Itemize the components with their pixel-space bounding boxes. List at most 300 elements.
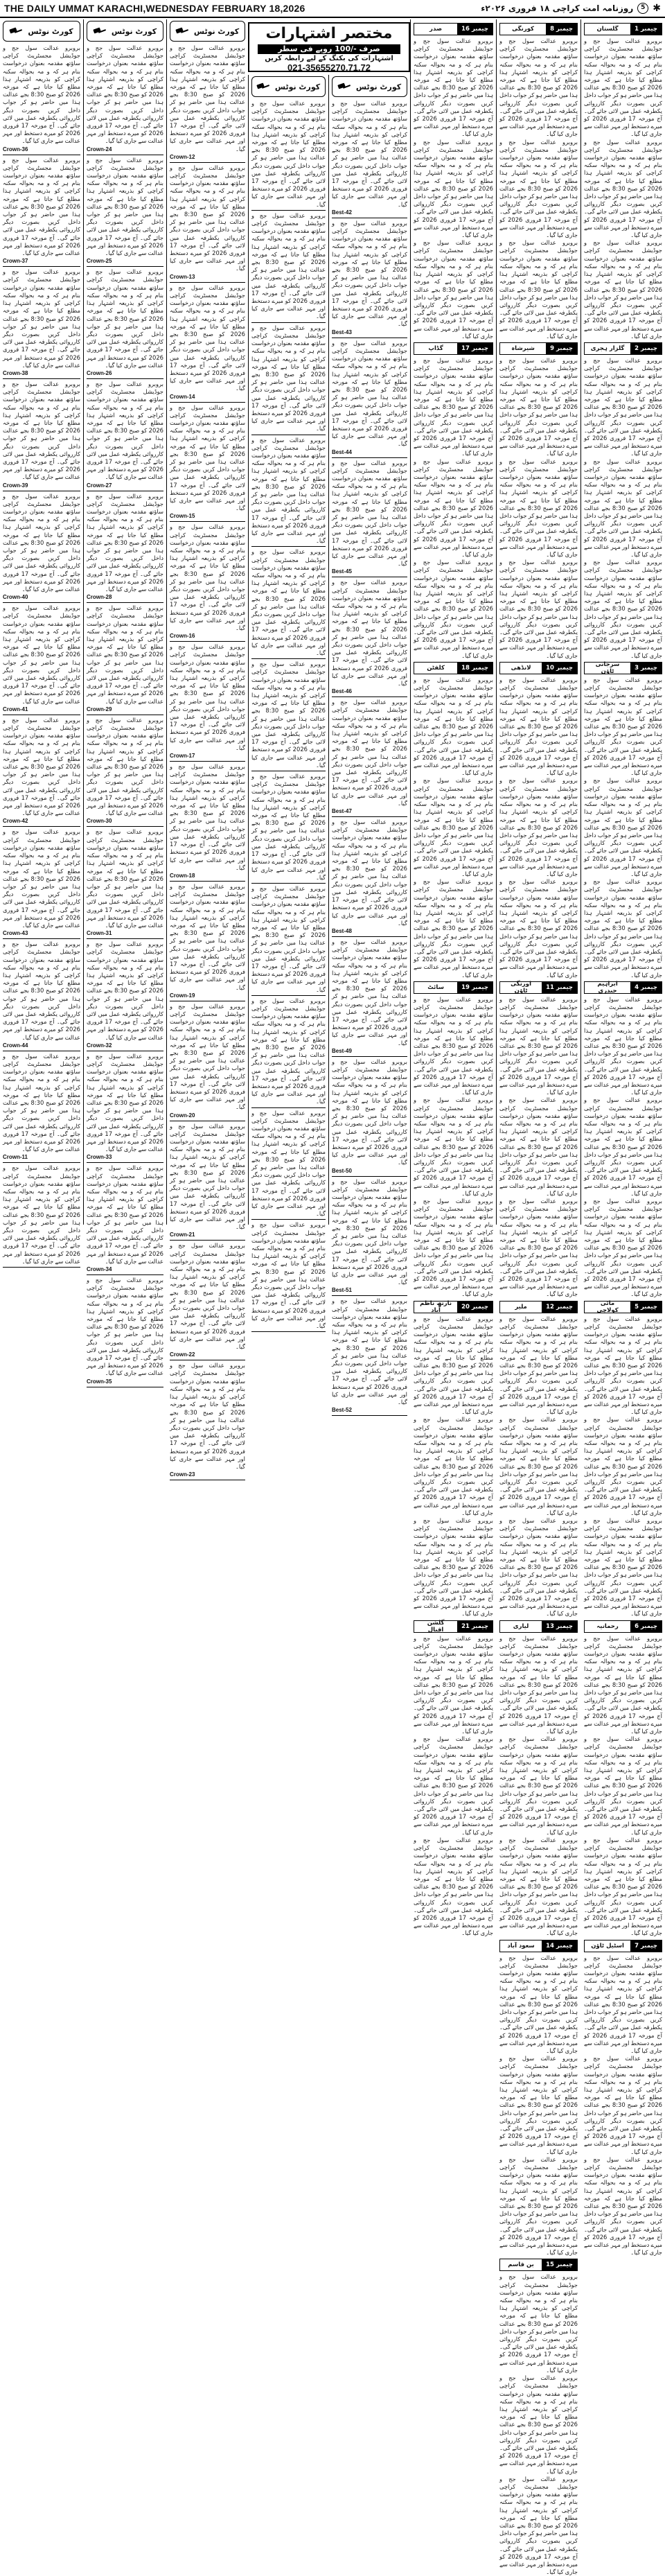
notice-divider [87,1162,163,1163]
notice-divider [3,266,80,267]
agency-code: Crown-29 [87,706,112,712]
chamber-heading [414,1620,493,1633]
court-notice-text: بروبرو عدالت سول جج و جوڈیشل مجسٹریٹ کراچی ساؤتھ مقدمہ بعنوان درخواست بنام ہر کہ و مہ بحوالہ سکنہ کراچی کو بذریعہ اشتہار ہذا مطلع کیا جاتا ہے کہ مورخہ 2026 کو صبح 8:30 بجے عدالت ہذا میں حاضر ہو کر جواب داخل کریں بصورت دیگر کارروائی یکطرفہ عمل میں لائی جائے گی۔ آج مورخہ 17 فروری 2026 کو میرے دستخط اور مہر عدالت سے جاری کیا گیا۔ [332,1058,407,1166]
court-notice-text: بروبرو عدالت سول جج و جوڈیشل مجسٹریٹ کراچی ساؤتھ مقدمہ بعنوان درخواست بنام ہر کہ و مہ بحوالہ سکنہ کراچی کو بذریعہ اشتہار ہذا مطلع کیا جاتا ہے کہ مورخہ 2026 کو صبح 8:30 بجے عدالت ہذا میں حاضر ہو کر جواب داخل کریں بصورت دیگر کارروائی یکطرفہ عمل میں لائی جائے گی۔ آج مورخہ 17 فروری 2026 کو میرے دستخط اور مہر عدالت سے جاری کیا گیا۔ [170,1242,245,1351]
court-notice-text: بروبرو عدالت سول جج و جوڈیشل مجسٹریٹ کراچی ساؤتھ مقدمہ بعنوان درخواست بنام ہر کہ و مہ بحوالہ سکنہ کراچی کو بذریعہ اشتہار ہذا مطلع کیا جاتا ہے کہ مورخہ 2026 کو صبح 8:30 بجے عدالت ہذا میں حاضر ہو کر جواب داخل کریں بصورت دیگر کارروائی یکطرفہ عمل میں لائی جائے گی۔ آج مورخہ 17 فروری 2026 کو میرے دستخط اور مہر عدالت سے جاری کیا گیا۔ [251,773,326,881]
court-notice-text: بروبرو عدالت سول جج و جوڈیشل مجسٹریٹ کراچی ساؤتھ مقدمہ بعنوان درخواست بنام ہر کہ و مہ بحوالہ سکنہ کراچی کو بذریعہ اشتہار ہذا مطلع کیا جاتا ہے کہ مورخہ 2026 کو صبح 8:30 بجے عدالت ہذا میں حاضر ہو کر جواب داخل کریں بصورت دیگر کارروائی یکطرفہ عمل میں لائی جائے گی۔ آج مورخہ 17 فروری 2026 کو میرے دستخط اور مہر عدالت سے جاری کیا گیا۔ [251,436,326,545]
court-notice-text: بروبرو عدالت سول جج و جوڈیشل مجسٹریٹ کراچی ساؤتھ مقدمہ بعنوان درخواست بنام ہر کہ و مہ بحوالہ سکنہ کراچی کو بذریعہ اشتہار ہذا مطلع کیا جاتا ہے کہ مورخہ 2026 کو صبح 8:30 بجے عدالت ہذا میں حاضر ہو کر جواب داخل کریں بصورت دیگر کارروائی یکطرفہ عمل میں لائی جائے گی۔ آج مورخہ 17 فروری 2026 کو میرے دستخط اور مہر عدالت سے جاری کیا گیا۔ [3,716,80,817]
chamber-name: ابراہیم حیدری [597,981,618,995]
notice-divider [251,1107,326,1108]
agency-code: Crown-26 [87,369,112,376]
chamber-number: چیمبر 13 [542,1621,577,1632]
chamber-text: بروبرو عدالت سول جج و جوڈیشل مجسٹریٹ کراچی ساؤتھ مقدمہ بعنوان درخواست بنام ہر کہ و مہ بحوالہ سکنہ کراچی کو بذریعہ اشتہار ہذا مطلع کیا جاتا ہے کہ مورخہ 2026 کو صبح 8:30 بجے عدالت ہذا میں حاضر ہو کر جواب داخل کریں بصورت دیگر کارروائی یکطرفہ عمل میں لائی جائے گی۔ آج مورخہ 17 فروری 2026 کو میرے دستخط اور مہر عدالت سے جاری کیا گیا۔ [584,37,662,138]
chamber-text: بروبرو عدالت سول جج و جوڈیشل مجسٹریٹ کراچی ساؤتھ مقدمہ بعنوان درخواست بنام ہر کہ و مہ بحوالہ سکنہ کراچی کو بذریعہ اشتہار ہذا مطلع کیا جاتا ہے کہ مورخہ 2026 کو صبح 8:30 بجے عدالت ہذا میں حاضر ہو کر جواب داخل کریں بصورت دیگر کارروائی یکطرفہ عمل میں لائی جائے گی۔ آج مورخہ 17 فروری 2026 کو میرے دستخط اور مہر عدالت سے جاری کیا گیا۔ [414,138,493,239]
court-notice-heading [251,76,326,97]
court-notice-text: بروبرو عدالت سول جج و جوڈیشل مجسٹریٹ کراچی ساؤتھ مقدمہ بعنوان درخواست بنام ہر کہ و مہ بحوالہ سکنہ کراچی کو بذریعہ اشتہار ہذا مطلع کیا جاتا ہے کہ مورخہ 2026 کو صبح 8:30 بجے عدالت ہذا میں حاضر ہو کر جواب داخل کریں بصورت دیگر کارروائی یکطرفہ عمل میں لائی جائے گی۔ آج مورخہ 17 فروری 2026 کو میرے دستخط اور مہر عدالت سے جاری کیا گیا۔ [170,523,245,632]
notice-divider [170,641,245,642]
chamber-heading [584,1301,662,1313]
chamber-name: ملیر [515,1303,527,1311]
chamber-text: بروبرو عدالت سول جج و جوڈیشل مجسٹریٹ کراچی ساؤتھ مقدمہ بعنوان درخواست بنام ہر کہ و مہ بحوالہ سکنہ کراچی کو بذریعہ اشتہار ہذا مطلع کیا جاتا ہے کہ مورخہ 2026 کو صبح 8:30 بجے عدالت ہذا میں حاضر ہو کر جواب داخل کریں بصورت دیگر کارروائی یکطرفہ عمل میں لائی جائے گی۔ آج مورخہ 17 فروری 2026 کو میرے دستخط اور مہر عدالت سے جاری کیا گیا۔ [499,356,578,457]
chamber-number: چیمبر 8 [546,24,577,35]
court-notice-heading [170,21,245,42]
gavel-icon [257,82,269,91]
ad-rate: صرف -/100 روپے فی سطر [258,44,400,54]
chamber-heading [414,342,493,355]
notice-divider [332,1176,407,1177]
court-notice-text: بروبرو عدالت سول جج و جوڈیشل مجسٹریٹ کراچی ساؤتھ مقدمہ بعنوان درخواست بنام ہر کہ و مہ بحوالہ سکنہ کراچی کو بذریعہ اشتہار ہذا مطلع کیا جاتا ہے کہ مورخہ 2026 کو صبح 8:30 بجے عدالت ہذا میں حاضر ہو کر جواب داخل کریں بصورت دیگر کارروائی یکطرفہ عمل میں لائی جائے گی۔ آج مورخہ 17 فروری 2026 کو میرے دستخط اور مہر عدالت سے جاری کیا گیا۔ [3,380,80,481]
chamber-text: بروبرو عدالت سول جج و جوڈیشل مجسٹریٹ کراچی ساؤتھ مقدمہ بعنوان درخواست بنام ہر کہ و مہ بحوالہ سکنہ کراچی کو بذریعہ اشتہار ہذا مطلع کیا جاتا ہے کہ مورخہ 2026 کو صبح 8:30 بجے عدالت ہذا میں حاضر ہو کر جواب داخل کریں بصورت دیگر کارروائی یکطرفہ عمل میں لائی جائے گی۔ آج مورخہ 17 فروری 2026 کو میرے دستخط اور مہر عدالت سے جاری کیا گیا۔ [499,138,578,239]
chamber-text: بروبرو عدالت سول جج و جوڈیشل مجسٹریٹ کراچی ساؤتھ مقدمہ بعنوان درخواست بنام ہر کہ و مہ بحوالہ سکنہ کراچی کو بذریعہ اشتہار ہذا مطلع کیا جاتا ہے کہ مورخہ 2026 کو صبح 8:30 بجے عدالت ہذا میں حاضر ہو کر جواب داخل کریں بصورت دیگر کارروائی یکطرفہ عمل میں لائی جائے گی۔ آج مورخہ 17 فروری 2026 کو میرے دستخط اور مہر عدالت سے جاری کیا گیا۔ [414,356,493,457]
notice-divider [251,210,326,211]
court-notice-text: بروبرو عدالت سول جج و جوڈیشل مجسٹریٹ کراچی ساؤتھ مقدمہ بعنوان درخواست بنام ہر کہ و مہ بحوالہ سکنہ کراچی کو بذریعہ اشتہار ہذا مطلع کیا جاتا ہے کہ مورخہ 2026 کو صبح 8:30 بجے عدالت ہذا میں حاضر ہو کر جواب داخل کریں بصورت دیگر کارروائی یکطرفہ عمل میں لائی جائے گی۔ آج مورخہ 17 فروری 2026 کو میرے دستخط اور مہر عدالت سے جاری کیا گیا۔ [332,1177,407,1286]
chamber-text: بروبرو عدالت سول جج و جوڈیشل مجسٹریٹ کراچی ساؤتھ مقدمہ بعنوان درخواست بنام ہر کہ و مہ بحوالہ سکنہ کراچی کو بذریعہ اشتہار ہذا مطلع کیا جاتا ہے کہ مورخہ 2026 کو صبح 8:30 بجے عدالت ہذا میں حاضر ہو کر جواب داخل کریں بصورت دیگر کارروائی یکطرفہ عمل میں لائی جائے گی۔ آج مورخہ 17 فروری 2026 کو میرے دستخط اور مہر عدالت سے جاری کیا گیا۔ [499,1096,578,1197]
chamber-number: چیمبر 19 [457,982,493,993]
agency-code: Crown-15 [170,513,195,520]
chamber-number: چیمبر 11 [542,982,577,993]
court-notice-text: بروبرو عدالت سول جج و جوڈیشل مجسٹریٹ کراچی ساؤتھ مقدمہ بعنوان درخواست بنام ہر کہ و مہ بحوالہ سکنہ کراچی کو بذریعہ اشتہار ہذا مطلع کیا جاتا ہے کہ مورخہ 2026 کو صبح 8:30 بجے عدالت ہذا میں حاضر ہو کر جواب داخل کریں بصورت دیگر کارروائی یکطرفہ عمل میں لائی جائے گی۔ آج مورخہ 17 فروری 2026 کو میرے دستخط اور مہر عدالت سے جاری کیا گیا۔ [170,1122,245,1231]
chamber-text: بروبرو عدالت سول جج و جوڈیشل مجسٹریٹ کراچی ساؤتھ مقدمہ بعنوان درخواست بنام ہر کہ و مہ بحوالہ سکنہ کراچی کو بذریعہ اشتہار ہذا مطلع کیا جاتا ہے کہ مورخہ 2026 کو صبح 8:30 بجے عدالت ہذا میں حاضر ہو کر جواب داخل کریں بصورت دیگر کارروائی یکطرفہ عمل میں لائی جائے گی۔ آج مورخہ 17 فروری 2026 کو میرے دستخط اور مہر عدالت سے جاری کیا گیا۔ [499,239,578,340]
court-notice-text: بروبرو عدالت سول جج و جوڈیشل مجسٹریٹ کراچی ساؤتھ مقدمہ بعنوان درخواست بنام ہر کہ و مہ بحوالہ سکنہ کراچی کو بذریعہ اشتہار ہذا مطلع کیا جاتا ہے کہ مورخہ 2026 کو صبح 8:30 بجے عدالت ہذا میں حاضر ہو کر جواب داخل کریں بصورت دیگر کارروائی یکطرفہ عمل میں لائی جائے گی۔ آج مورخہ 17 فروری 2026 کو میرے دستخط اور مہر عدالت سے جاری کیا گیا۔ [170,164,245,272]
gavel-icon [338,82,351,91]
court-notice-text: بروبرو عدالت سول جج و جوڈیشل مجسٹریٹ کراچی ساؤتھ مقدمہ بعنوان درخواست بنام ہر کہ و مہ بحوالہ سکنہ کراچی کو بذریعہ اشتہار ہذا مطلع کیا جاتا ہے کہ مورخہ 2026 کو صبح 8:30 بجے عدالت ہذا میں حاضر ہو کر جواب داخل کریں بصورت دیگر کارروائی یکطرفہ عمل میں لائی جائے گی۔ آج مورخہ 17 فروری 2026 کو میرے دستخط اور مہر عدالت سے جاری کیا گیا۔ [170,44,245,152]
chamber-name: رحمانیہ [596,1623,619,1631]
agency-code: Best-52 [332,1407,352,1414]
chamber-heading [499,981,578,994]
notice-divider [251,883,326,884]
agency-code: Crown-27 [87,482,112,489]
agency-code: Best-47 [332,808,352,815]
chamber-text: بروبرو عدالت سول جج و جوڈیشل مجسٹریٹ کراچی ساؤتھ مقدمہ بعنوان درخواست بنام ہر کہ و مہ بحوالہ سکنہ کراچی کو بذریعہ اشتہار ہذا مطلع کیا جاتا ہے کہ مورخہ 2026 کو صبح 8:30 بجے عدالت ہذا میں حاضر ہو کر جواب داخل کریں بصورت دیگر کارروائی یکطرفہ عمل میں لائی جائے گی۔ آج مورخہ 17 فروری 2026 کو میرے دستخط اور مہر عدالت سے جاری کیا گیا۔ [414,777,493,877]
agency-code: Crown-19 [170,992,195,999]
chamber-name: اورنگی ٹاؤن [511,980,531,995]
urdu-dateline [481,3,661,14]
chamber-text: بروبرو عدالت سول جج و جوڈیشل مجسٹریٹ کراچی ساؤتھ مقدمہ بعنوان درخواست بنام ہر کہ و مہ بحوالہ سکنہ کراچی کو بذریعہ اشتہار ہذا مطلع کیا جاتا ہے کہ مورخہ 2026 کو صبح 8:30 بجے عدالت ہذا میں حاضر ہو کر جواب داخل کریں بصورت دیگر کارروائی یکطرفہ عمل میں لائی جائے گی۔ آج مورخہ 17 فروری 2026 کو میرے دستخط اور مہر عدالت سے جاری کیا گیا۔ [499,37,578,138]
chamber-name: شیرشاہ [511,345,535,353]
court-notice-text: بروبرو عدالت سول جج و جوڈیشل مجسٹریٹ کراچی ساؤتھ مقدمہ بعنوان درخواست بنام ہر کہ و مہ بحوالہ سکنہ کراچی کو بذریعہ اشتہار ہذا مطلع کیا جاتا ہے کہ مورخہ 2026 کو صبح 8:30 بجے عدالت ہذا میں حاضر ہو کر جواب داخل کریں بصورت دیگر کارروائی یکطرفہ عمل میں لائی جائے گی۔ آج مورخہ 17 فروری 2026 کو میرے دستخط اور مہر عدالت سے جاری کیا گیا۔ [3,1164,80,1265]
court-notice-text: بروبرو عدالت سول جج و جوڈیشل مجسٹریٹ کراچی ساؤتھ مقدمہ بعنوان درخواست بنام ہر کہ و مہ بحوالہ سکنہ کراچی کو بذریعہ اشتہار ہذا مطلع کیا جاتا ہے کہ مورخہ 2026 کو صبح 8:30 بجے عدالت ہذا میں حاضر ہو کر جواب داخل کریں بصورت دیگر کارروائی یکطرفہ عمل میں لائی جائے گی۔ آج مورخہ 17 فروری 2026 کو میرے دستخط اور مہر عدالت سے جاری کیا گیا۔ [87,1164,163,1265]
agency-code: Crown-35 [87,1378,112,1385]
notice-divider [251,995,326,996]
chamber-heading [499,1940,578,1952]
court-notice-text: بروبرو عدالت سول جج و جوڈیشل مجسٹریٹ کراچی ساؤتھ مقدمہ بعنوان درخواست بنام ہر کہ و مہ بحوالہ سکنہ کراچی کو بذریعہ اشتہار ہذا مطلع کیا جاتا ہے کہ مورخہ 2026 کو صبح 8:30 بجے عدالت ہذا میں حاضر ہو کر جواب داخل کریں بصورت دیگر کارروائی یکطرفہ عمل میں لائی جائے گی۔ آج مورخہ 17 فروری 2026 کو میرے دستخط اور مہر عدالت سے جاری کیا گیا۔ [3,828,80,929]
agency-code: Best-50 [332,1167,352,1174]
court-notice-text: بروبرو عدالت سول جج و جوڈیشل مجسٹریٹ کراچی ساؤتھ مقدمہ بعنوان درخواست بنام ہر کہ و مہ بحوالہ سکنہ کراچی کو بذریعہ اشتہار ہذا مطلع کیا جاتا ہے کہ مورخہ 2026 کو صبح 8:30 بجے عدالت ہذا میں حاضر ہو کر جواب داخل کریں بصورت دیگر کارروائی یکطرفہ عمل میں لائی جائے گی۔ آج مورخہ 17 فروری 2026 کو میرے دستخط اور مہر عدالت سے جاری کیا گیا۔ [3,268,80,369]
chamber-number: چیمبر 15 [542,2259,577,2270]
chamber-text: بروبرو عدالت سول جج و جوڈیشل مجسٹریٹ کراچی ساؤتھ مقدمہ بعنوان درخواست بنام ہر کہ و مہ بحوالہ سکنہ کراچی کو بذریعہ اشتہار ہذا مطلع کیا جاتا ہے کہ مورخہ 2026 کو صبح 8:30 بجے عدالت ہذا میں حاضر ہو کر جواب داخل کریں بصورت دیگر کارروائی یکطرفہ عمل میں لائی جائے گی۔ آج مورخہ 17 فروری 2026 کو میرے دستخط اور مہر عدالت سے جاری کیا گیا۔ [499,1735,578,1836]
chamber-text: بروبرو عدالت سول جج و جوڈیشل مجسٹریٹ کراچی ساؤتھ مقدمہ بعنوان درخواست بنام ہر کہ و مہ بحوالہ سکنہ کراچی کو بذریعہ اشتہار ہذا مطلع کیا جاتا ہے کہ مورخہ 2026 کو صبح 8:30 بجے عدالت ہذا میں حاضر ہو کر جواب داخل کریں بصورت دیگر کارروائی یکطرفہ عمل میں لائی جائے گی۔ آج مورخہ 17 فروری 2026 کو میرے دستخط اور مہر عدالت سے جاری کیا گیا۔ [584,1315,662,1416]
court-notice-text: بروبرو عدالت سول جج و جوڈیشل مجسٹریٹ کراچی ساؤتھ مقدمہ بعنوان درخواست بنام ہر کہ و مہ بحوالہ سکنہ کراچی کو بذریعہ اشتہار ہذا مطلع کیا جاتا ہے کہ مورخہ 2026 کو صبح 8:30 بجے عدالت ہذا میں حاضر ہو کر جواب داخل کریں بصورت دیگر کارروائی یکطرفہ عمل میں لائی جائے گی۔ آج مورخہ 17 فروری 2026 کو میرے دستخط اور مہر عدالت سے جاری کیا گیا۔ [170,403,245,512]
newspaper-column [83,19,166,1385]
chamber-number: چیمبر 6 [630,1621,662,1632]
agency-code: Crown-14 [170,393,195,400]
chamber-text: بروبرو عدالت سول جج و جوڈیشل مجسٹریٹ کراچی ساؤتھ مقدمہ بعنوان درخواست بنام ہر کہ و مہ بحوالہ سکنہ کراچی کو بذریعہ اشتہار ہذا مطلع کیا جاتا ہے کہ مورخہ 2026 کو صبح 8:30 بجے عدالت ہذا میں حاضر ہو کر جواب داخل کریں بصورت دیگر کارروائی یکطرفہ عمل میں لائی جائے گی۔ آج مورخہ 17 فروری 2026 کو میرے دستخط اور مہر عدالت سے جاری کیا گیا۔ [584,1735,662,1836]
newspaper-column [496,19,580,2576]
chamber-text: بروبرو عدالت سول جج و جوڈیشل مجسٹریٹ کراچی ساؤتھ مقدمہ بعنوان درخواست بنام ہر کہ و مہ بحوالہ سکنہ کراچی کو بذریعہ اشتہار ہذا مطلع کیا جاتا ہے کہ مورخہ 2026 کو صبح 8:30 بجے عدالت ہذا میں حاضر ہو کر جواب داخل کریں بصورت دیگر کارروائی یکطرفہ عمل میں لائی جائے گی۔ آج مورخہ 17 فروری 2026 کو میرے دستخط اور مہر عدالت سے جاری کیا گیا۔ [499,2374,578,2475]
court-notice-text: بروبرو عدالت سول جج و جوڈیشل مجسٹریٹ کراچی ساؤتھ مقدمہ بعنوان درخواست بنام ہر کہ و مہ بحوالہ سکنہ کراچی کو بذریعہ اشتہار ہذا مطلع کیا جاتا ہے کہ مورخہ 2026 کو صبح 8:30 بجے عدالت ہذا میں حاضر ہو کر جواب داخل کریں بصورت دیگر کارروائی یکطرفہ عمل میں لائی جائے گی۔ آج مورخہ 17 فروری 2026 کو میرے دستخط اور مہر عدالت سے جاری کیا گیا۔ [332,100,407,208]
chamber-number: چیمبر 17 [457,343,493,354]
chamber-heading [414,23,493,35]
notice-divider [170,521,245,522]
chamber-number: چیمبر 21 [457,1621,493,1632]
agency-code: Crown-11 [3,1154,28,1161]
newspaper-column [328,75,410,1414]
chamber-text: بروبرو عدالت سول جج و جوڈیشل مجسٹریٹ کراچی ساؤتھ مقدمہ بعنوان درخواست بنام ہر کہ و مہ بحوالہ سکنہ کراچی کو بذریعہ اشتہار ہذا مطلع کیا جاتا ہے کہ مورخہ 2026 کو صبح 8:30 بجے عدالت ہذا میں حاضر ہو کر جواب داخل کریں بصورت دیگر کارروائی یکطرفہ عمل میں لائی جائے گی۔ آج مورخہ 17 فروری 2026 کو میرے دستخط اور مہر عدالت سے جاری کیا گیا۔ [584,1516,662,1618]
chamber-text: بروبرو عدالت سول جج و جوڈیشل مجسٹریٹ کراچی ساؤتھ مقدمہ بعنوان درخواست بنام ہر کہ و مہ بحوالہ سکنہ کراچی کو بذریعہ اشتہار ہذا مطلع کیا جاتا ہے کہ مورخہ 2026 کو صبح 8:30 بجے عدالت ہذا میں حاضر ہو کر جواب داخل کریں بصورت دیگر کارروائی یکطرفہ عمل میں لائی جائے گی۔ آج مورخہ 17 فروری 2026 کو میرے دستخط اور مہر عدالت سے جاری کیا گیا۔ [414,239,493,340]
chamber-text: بروبرو عدالت سول جج و جوڈیشل مجسٹریٹ کراچی ساؤتھ مقدمہ بعنوان درخواست بنام ہر کہ و مہ بحوالہ سکنہ کراچی کو بذریعہ اشتہار ہذا مطلع کیا جاتا ہے کہ مورخہ 2026 کو صبح 8:30 بجے عدالت ہذا میں حاضر ہو کر جواب داخل کریں بصورت دیگر کارروائی یکطرفہ عمل میں لائی جائے گی۔ آج مورخہ 17 فروری 2026 کو میرے دستخط اور مہر عدالت سے جاری کیا گیا۔ [414,1198,493,1298]
newspaper-column [0,19,83,1265]
court-notice-text: بروبرو عدالت سول جج و جوڈیشل مجسٹریٹ کراچی ساؤتھ مقدمہ بعنوان درخواست بنام ہر کہ و مہ بحوالہ سکنہ کراچی کو بذریعہ اشتہار ہذا مطلع کیا جاتا ہے کہ مورخہ 2026 کو صبح 8:30 بجے عدالت ہذا میں حاضر ہو کر جواب داخل کریں بصورت دیگر کارروائی یکطرفہ عمل میں لائی جائے گی۔ آج مورخہ 17 فروری 2026 کو میرے دستخط اور مہر عدالت سے جاری کیا گیا۔ [332,818,407,927]
chamber-text: بروبرو عدالت سول جج و جوڈیشل مجسٹریٹ کراچی ساؤتھ مقدمہ بعنوان درخواست بنام ہر کہ و مہ بحوالہ سکنہ کراچی کو بذریعہ اشتہار ہذا مطلع کیا جاتا ہے کہ مورخہ 2026 کو صبح 8:30 بجے عدالت ہذا میں حاضر ہو کر جواب داخل کریں بصورت دیگر کارروائی یکطرفہ عمل میں لائی جائے گی۔ آج مورخہ 17 فروری 2026 کو میرے دستخط اور مہر عدالت سے جاری کیا گیا۔ [499,878,578,979]
court-notice-text: بروبرو عدالت سول جج و جوڈیشل مجسٹریٹ کراچی ساؤتھ مقدمہ بعنوان درخواست بنام ہر کہ و مہ بحوالہ سکنہ کراچی کو بذریعہ اشتہار ہذا مطلع کیا جاتا ہے کہ مورخہ 2026 کو صبح 8:30 بجے عدالت ہذا میں حاضر ہو کر جواب داخل کریں بصورت دیگر کارروائی یکطرفہ عمل میں لائی جائے گی۔ آج مورخہ 17 فروری 2026 کو میرے دستخط اور مہر عدالت سے جاری کیا گیا۔ [87,156,163,257]
chamber-text: بروبرو عدالت سول جج و جوڈیشل مجسٹریٹ کراچی ساؤتھ مقدمہ بعنوان درخواست بنام ہر کہ و مہ بحوالہ سکنہ کراچی کو بذریعہ اشتہار ہذا مطلع کیا جاتا ہے کہ مورخہ 2026 کو صبح 8:30 بجے عدالت ہذا میں حاضر ہو کر جواب داخل کریں بصورت دیگر کارروائی یکطرفہ عمل میں لائی جائے گی۔ آج مورخہ 17 فروری 2026 کو میرے دستخط اور مہر عدالت سے جاری کیا گیا۔ [584,1096,662,1197]
agency-code: Crown-39 [3,482,28,489]
court-notice-heading [87,21,163,42]
court-notice-text: بروبرو عدالت سول جج و جوڈیشل مجسٹریٹ کراچی ساؤتھ مقدمہ بعنوان درخواست بنام ہر کہ و مہ بحوالہ سکنہ کراچی کو بذریعہ اشتہار ہذا مطلع کیا جاتا ہے کہ مورخہ 2026 کو صبح 8:30 بجے عدالت ہذا میں حاضر ہو کر جواب داخل کریں بصورت دیگر کارروائی یکطرفہ عمل میں لائی جائے گی۔ آج مورخہ 17 فروری 2026 کو میرے دستخط اور مہر عدالت سے جاری کیا گیا۔ [87,828,163,929]
notice-divider [170,761,245,762]
chamber-text: بروبرو عدالت سول جج و جوڈیشل مجسٹریٹ کراچی ساؤتھ مقدمہ بعنوان درخواست بنام ہر کہ و مہ بحوالہ سکنہ کراچی کو بذریعہ اشتہار ہذا مطلع کیا جاتا ہے کہ مورخہ 2026 کو صبح 8:30 بجے عدالت ہذا میں حاضر ہو کر جواب داخل کریں بصورت دیگر کارروائی یکطرفہ عمل میں لائی جائے گی۔ آج مورخہ 17 فروری 2026 کو میرے دستخط اور مہر عدالت سے جاری کیا گیا۔ [584,878,662,979]
chamber-name: کلفٹن [427,664,445,672]
chamber-heading [499,2259,578,2271]
chamber-name: گلزار ہجری [590,345,625,353]
chamber-number: چیمبر 16 [457,24,493,35]
gavel-icon [10,27,22,35]
agency-code: Best-45 [332,568,352,575]
agency-code: Crown-36 [3,146,28,152]
newspaper-column [410,19,496,1937]
chamber-text: بروبرو عدالت سول جج و جوڈیشل مجسٹریٹ کراچی ساؤتھ مقدمہ بعنوان درخواست بنام ہر کہ و مہ بحوالہ سکنہ کراچی کو بذریعہ اشتہار ہذا مطلع کیا جاتا ہے کہ مورخہ 2026 کو صبح 8:30 بجے عدالت ہذا میں حاضر ہو کر جواب داخل کریں بصورت دیگر کارروائی یکطرفہ عمل میں لائی جائے گی۔ آج مورخہ 17 فروری 2026 کو میرے دستخط اور مہر عدالت سے جاری کیا گیا۔ [584,559,662,659]
agency-code: Crown-22 [170,1351,195,1358]
chamber-text: بروبرو عدالت سول جج و جوڈیشل مجسٹریٹ کراچی ساؤتھ مقدمہ بعنوان درخواست بنام ہر کہ و مہ بحوالہ سکنہ کراچی کو بذریعہ اشتہار ہذا مطلع کیا جاتا ہے کہ مورخہ 2026 کو صبح 8:30 بجے عدالت ہذا میں حاضر ہو کر جواب داخل کریں بصورت دیگر کارروائی یکطرفہ عمل میں لائی جائے گی۔ آج مورخہ 17 فروری 2026 کو میرے دستخط اور مہر عدالت سے جاری کیا گیا۔ [499,1198,578,1298]
court-notice-heading [332,76,407,97]
chamber-text: بروبرو عدالت سول جج و جوڈیشل مجسٹریٹ کراچی ساؤتھ مقدمہ بعنوان درخواست بنام ہر کہ و مہ بحوالہ سکنہ کراچی کو بذریعہ اشتہار ہذا مطلع کیا جاتا ہے کہ مورخہ 2026 کو صبح 8:30 بجے عدالت ہذا میں حاضر ہو کر جواب داخل کریں بصورت دیگر کارروائی یکطرفہ عمل میں لائی جائے گی۔ آج مورخہ 17 فروری 2026 کو میرے دستخط اور مہر عدالت سے جاری کیا گیا۔ [414,1315,493,1416]
chamber-heading [499,662,578,674]
agency-code: Crown-17 [170,753,195,760]
agency-code: Crown-13 [170,273,195,280]
court-notice-text: بروبرو عدالت سول جج و جوڈیشل مجسٹریٹ کراچی ساؤتھ مقدمہ بعنوان درخواست بنام ہر کہ و مہ بحوالہ سکنہ کراچی کو بذریعہ اشتہار ہذا مطلع کیا جاتا ہے کہ مورخہ 2026 کو صبح 8:30 بجے عدالت ہذا میں حاضر ہو کر جواب داخل کریں بصورت دیگر کارروائی یکطرفہ عمل میں لائی جائے گی۔ آج مورخہ 17 فروری 2026 کو میرے دستخط اور مہر عدالت سے جاری کیا گیا۔ [332,459,407,568]
agency-code: Crown-40 [3,594,28,601]
court-notice-text: بروبرو عدالت سول جج و جوڈیشل مجسٹریٹ کراچی ساؤتھ مقدمہ بعنوان درخواست بنام ہر کہ و مہ بحوالہ سکنہ کراچی کو بذریعہ اشتہار ہذا مطلع کیا جاتا ہے کہ مورخہ 2026 کو صبح 8:30 بجے عدالت ہذا میں حاضر ہو کر جواب داخل کریں بصورت دیگر کارروائی یکطرفہ عمل میں لائی جائے گی۔ آج مورخہ 17 فروری 2026 کو میرے دستخط اور مہر عدالت سے جاری کیا گیا۔ [251,1109,326,1218]
agency-code: Crown-37 [3,258,28,265]
court-notice-text: بروبرو عدالت سول جج و جوڈیشل مجسٹریٹ کراچی ساؤتھ مقدمہ بعنوان درخواست بنام ہر کہ و مہ بحوالہ سکنہ کراچی کو بذریعہ اشتہار ہذا مطلع کیا جاتا ہے کہ مورخہ 2026 کو صبح 8:30 بجے عدالت ہذا میں حاضر ہو کر جواب داخل کریں بصورت دیگر کارروائی یکطرفہ عمل میں لائی جائے گی۔ آج مورخہ 17 فروری 2026 کو میرے دستخط اور مہر عدالت سے جاری کیا گیا۔ [170,1362,245,1470]
agency-code: Crown-25 [87,258,112,265]
chamber-text: بروبرو عدالت سول جج و جوڈیشل مجسٹریٹ کراچی ساؤتھ مقدمہ بعنوان درخواست بنام ہر کہ و مہ بحوالہ سکنہ کراچی کو بذریعہ اشتہار ہذا مطلع کیا جاتا ہے کہ مورخہ 2026 کو صبح 8:30 بجے عدالت ہذا میں حاضر ہو کر جواب داخل کریں بصورت دیگر کارروائی یکطرفہ عمل میں لائی جائے گی۔ آج مورخہ 17 فروری 2026 کو میرے دستخط اور مہر عدالت سے جاری کیا گیا۔ [499,2055,578,2155]
notice-divider [170,282,245,283]
notice-divider [332,936,407,937]
notice-divider [170,162,245,163]
agency-code: Crown-34 [87,1266,112,1273]
chamber-name: صدر [429,26,443,33]
chamber-number: چیمبر 1 [630,24,662,35]
chamber-number: چیمبر 7 [630,1940,662,1952]
masthead-strip [0,0,665,18]
agency-code: Crown-41 [3,706,28,712]
newspaper-column [166,19,248,1478]
court-notice-text: بروبرو عدالت سول جج و جوڈیشل مجسٹریٹ کراچی ساؤتھ مقدمہ بعنوان درخواست بنام ہر کہ و مہ بحوالہ سکنہ کراچی کو بذریعہ اشتہار ہذا مطلع کیا جاتا ہے کہ مورخہ 2026 کو صبح 8:30 بجے عدالت ہذا میں حاضر ہو کر جواب داخل کریں بصورت دیگر کارروائی یکطرفہ عمل میں لائی جائے گی۔ آج مورخہ 17 فروری 2026 کو میرے دستخط اور مہر عدالت سے جاری کیا گیا۔ [170,283,245,392]
chamber-heading [584,981,662,994]
chamber-heading [414,662,493,674]
chamber-name: لانڈھی [511,664,531,672]
court-notice-text: بروبرو عدالت سول جج و جوڈیشل مجسٹریٹ کراچی ساؤتھ مقدمہ بعنوان درخواست بنام ہر کہ و مہ بحوالہ سکنہ کراچی کو بذریعہ اشتہار ہذا مطلع کیا جاتا ہے کہ مورخہ 2026 کو صبح 8:30 بجے عدالت ہذا میں حاضر ہو کر جواب داخل کریں بصورت دیگر کارروائی یکطرفہ عمل میں لائی جائے گی۔ آج مورخہ 17 فروری 2026 کو میرے دستخط اور مہر عدالت سے جاری کیا گیا۔ [251,660,326,769]
chamber-name: نارتھ ناظم آباد [420,1299,452,1314]
court-notice-text: بروبرو عدالت سول جج و جوڈیشل مجسٹریٹ کراچی ساؤتھ مقدمہ بعنوان درخواست بنام ہر کہ و مہ بحوالہ سکنہ کراچی کو بذریعہ اشتہار ہذا مطلع کیا جاتا ہے کہ مورخہ 2026 کو صبح 8:30 بجے عدالت ہذا میں حاضر ہو کر جواب داخل کریں بصورت دیگر کارروائی یکطرفہ عمل میں لائی جائے گی۔ آج مورخہ 17 فروری 2026 کو میرے دستخط اور مہر عدالت سے جاری کیا گیا۔ [170,763,245,871]
notice-divider [170,402,245,403]
chamber-text: بروبرو عدالت سول جج و جوڈیشل مجسٹریٹ کراچی ساؤتھ مقدمہ بعنوان درخواست بنام ہر کہ و مہ بحوالہ سکنہ کراچی کو بذریعہ اشتہار ہذا مطلع کیا جاتا ہے کہ مورخہ 2026 کو صبح 8:30 بجے عدالت ہذا میں حاضر ہو کر جواب داخل کریں بصورت دیگر کارروائی یکطرفہ عمل میں لائی جائے گی۔ آج مورخہ 17 فروری 2026 کو میرے دستخط اور مہر عدالت سے جاری کیا گیا۔ [584,138,662,239]
ad-title: مختصر اشتہارات [265,25,393,42]
court-notice-text: بروبرو عدالت سول جج و جوڈیشل مجسٹریٹ کراچی ساؤتھ مقدمہ بعنوان درخواست بنام ہر کہ و مہ بحوالہ سکنہ کراچی کو بذریعہ اشتہار ہذا مطلع کیا جاتا ہے کہ مورخہ 2026 کو صبح 8:30 بجے عدالت ہذا میں حاضر ہو کر جواب داخل کریں بصورت دیگر کارروائی یکطرفہ عمل میں لائی جائے گی۔ آج مورخہ 17 فروری 2026 کو میرے دستخط اور مہر عدالت سے جاری کیا گیا۔ [87,1277,163,1377]
agency-code: Crown-21 [170,1232,195,1238]
court-notice-text: بروبرو عدالت سول جج و جوڈیشل مجسٹریٹ کراچی ساؤتھ مقدمہ بعنوان درخواست بنام ہر کہ و مہ بحوالہ سکنہ کراچی کو بذریعہ اشتہار ہذا مطلع کیا جاتا ہے کہ مورخہ 2026 کو صبح 8:30 بجے عدالت ہذا میں حاضر ہو کر جواب داخل کریں بصورت دیگر کارروائی یکطرفہ عمل میں لائی جائے گی۔ آج مورخہ 17 فروری 2026 کو میرے دستخط اور مہر عدالت سے جاری کیا گیا۔ [87,380,163,481]
classifieds-page [0,19,665,2576]
chamber-text: بروبرو عدالت سول جج و جوڈیشل مجسٹریٹ کراچی ساؤتھ مقدمہ بعنوان درخواست بنام ہر کہ و مہ بحوالہ سکنہ کراچی کو بذریعہ اشتہار ہذا مطلع کیا جاتا ہے کہ مورخہ 2026 کو صبح 8:30 بجے عدالت ہذا میں حاضر ہو کر جواب داخل کریں بصورت دیگر کارروائی یکطرفہ عمل میں لائی جائے گی۔ آج مورخہ 17 فروری 2026 کو میرے دستخط اور مہر عدالت سے جاری کیا گیا۔ [414,1516,493,1618]
court-notice-label: کورٹ نوٹس [274,82,321,91]
agency-code: Crown-12 [170,153,195,160]
chamber-text: بروبرو عدالت سول جج و جوڈیشل مجسٹریٹ کراچی ساؤتھ مقدمہ بعنوان درخواست بنام ہر کہ و مہ بحوالہ سکنہ کراچی کو بذریعہ اشتہار ہذا مطلع کیا جاتا ہے کہ مورخہ 2026 کو صبح 8:30 بجے عدالت ہذا میں حاضر ہو کر جواب داخل کریں بصورت دیگر کارروائی یکطرفہ عمل میں لائی جائے گی۔ آج مورخہ 17 فروری 2026 کو میرے دستخط اور مہر عدالت سے جاری کیا گیا۔ [584,457,662,558]
chamber-heading [499,23,578,35]
chamber-text: بروبرو عدالت سول جج و جوڈیشل مجسٹریٹ کراچی ساؤتھ مقدمہ بعنوان درخواست بنام ہر کہ و مہ بحوالہ سکنہ کراچی کو بذریعہ اشتہار ہذا مطلع کیا جاتا ہے کہ مورخہ 2026 کو صبح 8:30 بجے عدالت ہذا میں حاضر ہو کر جواب داخل کریں بصورت دیگر کارروائی یکطرفہ عمل میں لائی جائے گی۔ آج مورخہ 17 فروری 2026 کو میرے دستخط اور مہر عدالت سے جاری کیا گیا۔ [584,1836,662,1937]
agency-code: Crown-16 [170,633,195,640]
court-notice-heading [3,21,80,42]
court-notice-text: بروبرو عدالت سول جج و جوڈیشل مجسٹریٹ کراچی ساؤتھ مقدمہ بعنوان درخواست بنام ہر کہ و مہ بحوالہ سکنہ کراچی کو بذریعہ اشتہار ہذا مطلع کیا جاتا ہے کہ مورخہ 2026 کو صبح 8:30 بجے عدالت ہذا میں حاضر ہو کر جواب داخل کریں بصورت دیگر کارروائی یکطرفہ عمل میں لائی جائے گی۔ آج مورخہ 17 فروری 2026 کو میرے دستخط اور مہر عدالت سے جاری کیا گیا۔ [3,44,80,145]
chamber-text: بروبرو عدالت سول جج و جوڈیشل مجسٹریٹ کراچی ساؤتھ مقدمہ بعنوان درخواست بنام ہر کہ و مہ بحوالہ سکنہ کراچی کو بذریعہ اشتہار ہذا مطلع کیا جاتا ہے کہ مورخہ 2026 کو صبح 8:30 بجے عدالت ہذا میں حاضر ہو کر جواب داخل کریں بصورت دیگر کارروائی یکطرفہ عمل میں لائی جائے گی۔ آج مورخہ 17 فروری 2026 کو میرے دستخط اور مہر عدالت سے جاری کیا گیا۔ [499,2155,578,2257]
agency-code: Crown-32 [87,1042,112,1049]
court-notice-text: بروبرو عدالت سول جج و جوڈیشل مجسٹریٹ کراچی ساؤتھ مقدمہ بعنوان درخواست بنام ہر کہ و مہ بحوالہ سکنہ کراچی کو بذریعہ اشتہار ہذا مطلع کیا جاتا ہے کہ مورخہ 2026 کو صبح 8:30 بجے عدالت ہذا میں حاضر ہو کر جواب داخل کریں بصورت دیگر کارروائی یکطرفہ عمل میں لائی جائے گی۔ آج مورخہ 17 فروری 2026 کو میرے دستخط اور مہر عدالت سے جاری کیا گیا۔ [251,997,326,1105]
notice-divider [87,602,163,603]
chamber-number: چیمبر 14 [542,1940,577,1952]
chamber-number: چیمبر 12 [542,1302,577,1313]
court-notice-text: بروبرو عدالت سول جج و جوڈیشل مجسٹریٹ کراچی ساؤتھ مقدمہ بعنوان درخواست بنام ہر کہ و مہ بحوالہ سکنہ کراچی کو بذریعہ اشتہار ہذا مطلع کیا جاتا ہے کہ مورخہ 2026 کو صبح 8:30 بجے عدالت ہذا میں حاضر ہو کر جواب داخل کریں بصورت دیگر کارروائی یکطرفہ عمل میں لائی جائے گی۔ آج مورخہ 17 فروری 2026 کو میرے دستخط اور مہر عدالت سے جاری کیا گیا۔ [3,156,80,257]
court-notice-text: بروبرو عدالت سول جج و جوڈیشل مجسٹریٹ کراچی ساؤتھ مقدمہ بعنوان درخواست بنام ہر کہ و مہ بحوالہ سکنہ کراچی کو بذریعہ اشتہار ہذا مطلع کیا جاتا ہے کہ مورخہ 2026 کو صبح 8:30 بجے عدالت ہذا میں حاضر ہو کر جواب داخل کریں بصورت دیگر کارروائی یکطرفہ عمل میں لائی جائے گی۔ آج مورخہ 17 فروری 2026 کو میرے دستخط اور مہر عدالت سے جاری کیا گیا۔ [3,492,80,593]
chamber-heading [584,1940,662,1952]
court-notice-text: بروبرو عدالت سول جج و جوڈیشل مجسٹریٹ کراچی ساؤتھ مقدمہ بعنوان درخواست بنام ہر کہ و مہ بحوالہ سکنہ کراچی کو بذریعہ اشتہار ہذا مطلع کیا جاتا ہے کہ مورخہ 2026 کو صبح 8:30 بجے عدالت ہذا میں حاضر ہو کر جواب داخل کریں بصورت دیگر کارروائی یکطرفہ عمل میں لائی جائے گی۔ آج مورخہ 17 فروری 2026 کو میرے دستخط اور مہر عدالت سے جاری کیا گیا۔ [251,548,326,657]
newspaper-column [580,19,665,2257]
court-notice-text: بروبرو عدالت سول جج و جوڈیشل مجسٹریٹ کراچی ساؤتھ مقدمہ بعنوان درخواست بنام ہر کہ و مہ بحوالہ سکنہ کراچی کو بذریعہ اشتہار ہذا مطلع کیا جاتا ہے کہ مورخہ 2026 کو صبح 8:30 بجے عدالت ہذا میں حاضر ہو کر جواب داخل کریں بصورت دیگر کارروائی یکطرفہ عمل میں لائی جائے گی۔ آج مورخہ 17 فروری 2026 کو میرے دستخط اور مہر عدالت سے جاری کیا گیا۔ [87,940,163,1041]
court-notice-text: بروبرو عدالت سول جج و جوڈیشل مجسٹریٹ کراچی ساؤتھ مقدمہ بعنوان درخواست بنام ہر کہ و مہ بحوالہ سکنہ کراچی کو بذریعہ اشتہار ہذا مطلع کیا جاتا ہے کہ مورخہ 2026 کو صبح 8:30 بجے عدالت ہذا میں حاضر ہو کر جواب داخل کریں بصورت دیگر کارروائی یکطرفہ عمل میں لائی جائے گی۔ آج مورخہ 17 فروری 2026 کو میرے دستخط اور مہر عدالت سے جاری کیا گیا۔ [87,604,163,705]
english-dateline: THE DAILY UMMAT KARACHI,WEDNESDAY FEBRUARY 18,2026 [4,3,305,14]
court-notice-text: بروبرو عدالت سول جج و جوڈیشل مجسٹریٹ کراچی ساؤتھ مقدمہ بعنوان درخواست بنام ہر کہ و مہ بحوالہ سکنہ کراچی کو بذریعہ اشتہار ہذا مطلع کیا جاتا ہے کہ مورخہ 2026 کو صبح 8:30 بجے عدالت ہذا میں حاضر ہو کر جواب داخل کریں بصورت دیگر کارروائی یکطرفہ عمل میں لائی جائے گی۔ آج مورخہ 17 فروری 2026 کو میرے دستخط اور مہر عدالت سے جاری کیا گیا۔ [251,324,326,432]
chamber-text: بروبرو عدالت سول جج و جوڈیشل مجسٹریٹ کراچی ساؤتھ مقدمہ بعنوان درخواست بنام ہر کہ و مہ بحوالہ سکنہ کراچی کو بذریعہ اشتہار ہذا مطلع کیا جاتا ہے کہ مورخہ 2026 کو صبح 8:30 بجے عدالت ہذا میں حاضر ہو کر جواب داخل کریں بصورت دیگر کارروائی یکطرفہ عمل میں لائی جائے گی۔ آج مورخہ 17 فروری 2026 کو میرے دستخط اور مہر عدالت سے جاری کیا گیا۔ [499,457,578,558]
court-notice-text: بروبرو عدالت سول جج و جوڈیشل مجسٹریٹ کراچی ساؤتھ مقدمہ بعنوان درخواست بنام ہر کہ و مہ بحوالہ سکنہ کراچی کو بذریعہ اشتہار ہذا مطلع کیا جاتا ہے کہ مورخہ 2026 کو صبح 8:30 بجے عدالت ہذا میں حاضر ہو کر جواب داخل کریں بصورت دیگر کارروائی یکطرفہ عمل میں لائی جائے گی۔ آج مورخہ 17 فروری 2026 کو میرے دستخط اور مہر عدالت سے جاری کیا گیا۔ [332,579,407,687]
notice-divider [332,1056,407,1057]
agency-code: Crown-44 [3,1042,28,1049]
court-notice-text: بروبرو عدالت سول جج و جوڈیشل مجسٹریٹ کراچی ساؤتھ مقدمہ بعنوان درخواست بنام ہر کہ و مہ بحوالہ سکنہ کراچی کو بذریعہ اشتہار ہذا مطلع کیا جاتا ہے کہ مورخہ 2026 کو صبح 8:30 بجے عدالت ہذا میں حاضر ہو کر جواب داخل کریں بصورت دیگر کارروائی یکطرفہ عمل میں لائی جائے گی۔ آج مورخہ 17 فروری 2026 کو میرے دستخط اور مہر عدالت سے جاری کیا گیا۔ [251,1221,326,1330]
notice-divider [332,457,407,458]
court-notice-text: بروبرو عدالت سول جج و جوڈیشل مجسٹریٹ کراچی ساؤتھ مقدمہ بعنوان درخواست بنام ہر کہ و مہ بحوالہ سکنہ کراچی کو بذریعہ اشتہار ہذا مطلع کیا جاتا ہے کہ مورخہ 2026 کو صبح 8:30 بجے عدالت ہذا میں حاضر ہو کر جواب داخل کریں بصورت دیگر کارروائی یکطرفہ عمل میں لائی جائے گی۔ آج مورخہ 17 فروری 2026 کو میرے دستخط اور مہر عدالت سے جاری کیا گیا۔ [87,492,163,593]
chamber-name: سائٹ [427,983,444,991]
chamber-text: بروبرو عدالت سول جج و جوڈیشل مجسٹریٹ کراچی ساؤتھ مقدمہ بعنوان درخواست بنام ہر کہ و مہ بحوالہ سکنہ کراچی کو بذریعہ اشتہار ہذا مطلع کیا جاتا ہے کہ مورخہ 2026 کو صبح 8:30 بجے عدالت ہذا میں حاضر ہو کر جواب داخل کریں بصورت دیگر کارروائی یکطرفہ عمل میں لائی جائے گی۔ آج مورخہ 17 فروری 2026 کو میرے دستخط اور مہر عدالت سے جاری کیا گیا۔ [414,676,493,777]
notice-divider [332,1295,407,1296]
agency-code: Crown-24 [87,146,112,152]
chamber-number: چیمبر 18 [457,663,493,674]
chamber-number: چیمبر 20 [457,1302,493,1313]
gavel-icon [176,27,188,35]
chamber-text: بروبرو عدالت سول جج و جوڈیشل مجسٹریٹ کراچی ساؤتھ مقدمہ بعنوان درخواست بنام ہر کہ و مہ بحوالہ سکنہ کراچی کو بذریعہ اشتہار ہذا مطلع کیا جاتا ہے کہ مورخہ 2026 کو صبح 8:30 بجے عدالت ہذا میں حاضر ہو کر جواب داخل کریں بصورت دیگر کارروائی یکطرفہ عمل میں لائی جائے گی۔ آج مورخہ 17 فروری 2026 کو میرے دستخط اور مہر عدالت سے جاری کیا گیا۔ [584,239,662,340]
court-notice-text: بروبرو عدالت سول جج و جوڈیشل مجسٹریٹ کراچی ساؤتھ مقدمہ بعنوان درخواست بنام ہر کہ و مہ بحوالہ سکنہ کراچی کو بذریعہ اشتہار ہذا مطلع کیا جاتا ہے کہ مورخہ 2026 کو صبح 8:30 بجے عدالت ہذا میں حاضر ہو کر جواب داخل کریں بصورت دیگر کارروائی یکطرفہ عمل میں لائی جائے گی۔ آج مورخہ 17 فروری 2026 کو میرے دستخط اور مہر عدالت سے جاری کیا گیا۔ [332,938,407,1046]
agency-code: Best-43 [332,328,352,335]
court-notice-text: بروبرو عدالت سول جج و جوڈیشل مجسٹریٹ کراچی ساؤتھ مقدمہ بعنوان درخواست بنام ہر کہ و مہ بحوالہ سکنہ کراچی کو بذریعہ اشتہار ہذا مطلع کیا جاتا ہے کہ مورخہ 2026 کو صبح 8:30 بجے عدالت ہذا میں حاضر ہو کر جواب داخل کریں بصورت دیگر کارروائی یکطرفہ عمل میں لائی جائے گی۔ آج مورخہ 17 فروری 2026 کو میرے دستخط اور مہر عدالت سے جاری کیا گیا۔ [170,643,245,751]
notice-divider [87,266,163,267]
court-notice-text: بروبرو عدالت سول جج و جوڈیشل مجسٹریٹ کراچی ساؤتھ مقدمہ بعنوان درخواست بنام ہر کہ و مہ بحوالہ سکنہ کراچی کو بذریعہ اشتہار ہذا مطلع کیا جاتا ہے کہ مورخہ 2026 کو صبح 8:30 بجے عدالت ہذا میں حاضر ہو کر جواب داخل کریں بصورت دیگر کارروائی یکطرفہ عمل میں لائی جائے گی۔ آج مورخہ 17 فروری 2026 کو میرے دستخط اور مہر عدالت سے جاری کیا گیا۔ [170,1002,245,1111]
notice-divider [332,1415,407,1416]
chamber-text: بروبرو عدالت سول جج و جوڈیشل مجسٹریٹ کراچی ساؤتھ مقدمہ بعنوان درخواست بنام ہر کہ و مہ بحوالہ سکنہ کراچی کو بذریعہ اشتہار ہذا مطلع کیا جاتا ہے کہ مورخہ 2026 کو صبح 8:30 بجے عدالت ہذا میں حاضر ہو کر جواب داخل کریں بصورت دیگر کارروائی یکطرفہ عمل میں لائی جائے گی۔ آج مورخہ 17 فروری 2026 کو میرے دستخط اور مہر عدالت سے جاری کیا گیا۔ [499,1954,578,2054]
chamber-heading [584,342,662,355]
chamber-text: بروبرو عدالت سول جج و جوڈیشل مجسٹریٹ کراچی ساؤتھ مقدمہ بعنوان درخواست بنام ہر کہ و مہ بحوالہ سکنہ کراچی کو بذریعہ اشتہار ہذا مطلع کیا جاتا ہے کہ مورخہ 2026 کو صبح 8:30 بجے عدالت ہذا میں حاضر ہو کر جواب داخل کریں بصورت دیگر کارروائی یکطرفہ عمل میں لائی جائے گی۔ آج مورخہ 17 فروری 2026 کو میرے دستخط اور مہر عدالت سے جاری کیا گیا۔ [414,1096,493,1197]
chamber-text: بروبرو عدالت سول جج و جوڈیشل مجسٹریٹ کراچی ساؤتھ مقدمہ بعنوان درخواست بنام ہر کہ و مہ بحوالہ سکنہ کراچی کو بذریعہ اشتہار ہذا مطلع کیا جاتا ہے کہ مورخہ 2026 کو صبح 8:30 بجے عدالت ہذا میں حاضر ہو کر جواب داخل کریں بصورت دیگر کارروائی یکطرفہ عمل میں لائی جائے گی۔ آج مورخہ 17 فروری 2026 کو میرے دستخط اور مہر عدالت سے جاری کیا گیا۔ [584,676,662,777]
court-notice-text: بروبرو عدالت سول جج و جوڈیشل مجسٹریٹ کراچی ساؤتھ مقدمہ بعنوان درخواست بنام ہر کہ و مہ بحوالہ سکنہ کراچی کو بذریعہ اشتہار ہذا مطلع کیا جاتا ہے کہ مورخہ 2026 کو صبح 8:30 بجے عدالت ہذا میں حاضر ہو کر جواب داخل کریں بصورت دیگر کارروائی یکطرفہ عمل میں لائی جائے گی۔ آج مورخہ 17 فروری 2026 کو میرے دستخط اور مہر عدالت سے جاری کیا گیا۔ [251,211,326,320]
agency-code: Best-49 [332,1047,352,1054]
chamber-number: چیمبر 10 [542,663,577,674]
chamber-text: بروبرو عدالت سول جج و جوڈیشل مجسٹریٹ کراچی ساؤتھ مقدمہ بعنوان درخواست بنام ہر کہ و مہ بحوالہ سکنہ کراچی کو بذریعہ اشتہار ہذا مطلع کیا جاتا ہے کہ مورخہ 2026 کو صبح 8:30 بجے عدالت ہذا میں حاضر ہو کر جواب داخل کریں بصورت دیگر کارروائی یکطرفہ عمل میں لائی جائے گی۔ آج مورخہ 17 فروری 2026 کو میرے دستخط اور مہر عدالت سے جاری کیا گیا۔ [499,1836,578,1937]
ad-booking: اشتہارات کی بکنگ کے لیے رابطہ کریں [265,55,393,62]
chamber-text: بروبرو عدالت سول جج و جوڈیشل مجسٹریٹ کراچی ساؤتھ مقدمہ بعنوان درخواست بنام ہر کہ و مہ بحوالہ سکنہ کراچی کو بذریعہ اشتہار ہذا مطلع کیا جاتا ہے کہ مورخہ 2026 کو صبح 8:30 بجے عدالت ہذا میں حاضر ہو کر جواب داخل کریں بصورت دیگر کارروائی یکطرفہ عمل میں لائی جائے گی۔ آج مورخہ 17 فروری 2026 کو میرے دستخط اور مہر عدالت سے جاری کیا گیا۔ [584,1954,662,2054]
classified-ad-box [248,22,410,72]
chamber-name: لیاری [513,1622,529,1630]
notice-divider [3,826,80,827]
chamber-text: بروبرو عدالت سول جج و جوڈیشل مجسٹریٹ کراچی ساؤتھ مقدمہ بعنوان درخواست بنام ہر کہ و مہ بحوالہ سکنہ کراچی کو بذریعہ اشتہار ہذا مطلع کیا جاتا ہے کہ مورخہ 2026 کو صبح 8:30 بجے عدالت ہذا میں حاضر ہو کر جواب داخل کریں بصورت دیگر کارروائی یکطرفہ عمل میں لائی جائے گی۔ آج مورخہ 17 فروری 2026 کو میرے دستخط اور مہر عدالت سے جاری کیا گیا۔ [584,1198,662,1298]
chamber-text: بروبرو عدالت سول جج و جوڈیشل مجسٹریٹ کراچی ساؤتھ مقدمہ بعنوان درخواست بنام ہر کہ و مہ بحوالہ سکنہ کراچی کو بذریعہ اشتہار ہذا مطلع کیا جاتا ہے کہ مورخہ 2026 کو صبح 8:30 بجے عدالت ہذا میں حاضر ہو کر جواب داخل کریں بصورت دیگر کارروائی یکطرفہ عمل میں لائی جائے گی۔ آج مورخہ 17 فروری 2026 کو میرے دستخط اور مہر عدالت سے جاری کیا گیا۔ [499,1315,578,1416]
chamber-text: بروبرو عدالت سول جج و جوڈیشل مجسٹریٹ کراچی ساؤتھ مقدمہ بعنوان درخواست بنام ہر کہ و مہ بحوالہ سکنہ کراچی کو بذریعہ اشتہار ہذا مطلع کیا جاتا ہے کہ مورخہ 2026 کو صبح 8:30 بجے عدالت ہذا میں حاضر ہو کر جواب داخل کریں بصورت دیگر کارروائی یکطرفہ عمل میں لائی جائے گی۔ آج مورخہ 17 فروری 2026 کو میرے دستخط اور مہر عدالت سے جاری کیا گیا۔ [414,37,493,138]
chamber-text: بروبرو عدالت سول جج و جوڈیشل مجسٹریٹ کراچی ساؤتھ مقدمہ بعنوان درخواست بنام ہر کہ و مہ بحوالہ سکنہ کراچی کو بذریعہ اشتہار ہذا مطلع کیا جاتا ہے کہ مورخہ 2026 کو صبح 8:30 بجے عدالت ہذا میں حاضر ہو کر جواب داخل کریں بصورت دیگر کارروائی یکطرفہ عمل میں لائی جائے گی۔ آج مورخہ 17 فروری 2026 کو میرے دستخط اور مہر عدالت سے جاری کیا گیا۔ [584,2155,662,2257]
chamber-text: بروبرو عدالت سول جج و جوڈیشل مجسٹریٹ کراچی ساؤتھ مقدمہ بعنوان درخواست بنام ہر کہ و مہ بحوالہ سکنہ کراچی کو بذریعہ اشتہار ہذا مطلع کیا جاتا ہے کہ مورخہ 2026 کو صبح 8:30 بجے عدالت ہذا میں حاضر ہو کر جواب داخل کریں بصورت دیگر کارروائی یکطرفہ عمل میں لائی جائے گی۔ آج مورخہ 17 فروری 2026 کو میرے دستخط اور مہر عدالت سے جاری کیا گیا۔ [584,356,662,457]
notice-divider [332,696,407,697]
chamber-text: بروبرو عدالت سول جج و جوڈیشل مجسٹریٹ کراچی ساؤتھ مقدمہ بعنوان درخواست بنام ہر کہ و مہ بحوالہ سکنہ کراچی کو بذریعہ اشتہار ہذا مطلع کیا جاتا ہے کہ مورخہ 2026 کو صبح 8:30 بجے عدالت ہذا میں حاضر ہو کر جواب داخل کریں بصورت دیگر کارروائی یکطرفہ عمل میں لائی جائے گی۔ آج مورخہ 17 فروری 2026 کو میرے دستخط اور مہر عدالت سے جاری کیا گیا۔ [414,878,493,979]
agency-code: Crown-28 [87,594,112,601]
chamber-heading [414,981,493,994]
agency-code: Best-44 [332,448,352,455]
court-notice-label: کورٹ نوٹس [111,26,157,36]
chamber-text: بروبرو عدالت سول جج و جوڈیشل مجسٹریٹ کراچی ساؤتھ مقدمہ بعنوان درخواست بنام ہر کہ و مہ بحوالہ سکنہ کراچی کو بذریعہ اشتہار ہذا مطلع کیا جاتا ہے کہ مورخہ 2026 کو صبح 8:30 بجے عدالت ہذا میں حاضر ہو کر جواب داخل کریں بصورت دیگر کارروائی یکطرفہ عمل میں لائی جائے گی۔ آج مورخہ 17 فروری 2026 کو میرے دستخط اور مہر عدالت سے جاری کیا گیا۔ [414,1836,493,1937]
agency-code: Best-46 [332,688,352,695]
chamber-name: مائی کولاچی [596,1299,619,1314]
newspaper-column [248,75,328,1330]
chamber-name: سعود آباد [507,1942,535,1949]
chamber-text: بروبرو عدالت سول جج و جوڈیشل مجسٹریٹ کراچی ساؤتھ مقدمہ بعنوان درخواست بنام ہر کہ و مہ بحوالہ سکنہ کراچی کو بذریعہ اشتہار ہذا مطلع کیا جاتا ہے کہ مورخہ 2026 کو صبح 8:30 بجے عدالت ہذا میں حاضر ہو کر جواب داخل کریں بصورت دیگر کارروائی یکطرفہ عمل میں لائی جائے گی۔ آج مورخہ 17 فروری 2026 کو میرے دستخط اور مہر عدالت سے جاری کیا گیا۔ [414,457,493,558]
agency-code: Crown-30 [87,818,112,825]
chamber-name: سرجانی ٹاؤن [595,660,620,675]
chamber-number: چیمبر 2 [630,343,662,354]
notice-divider [170,881,245,882]
chamber-text: بروبرو عدالت سول جج و جوڈیشل مجسٹریٹ کراچی ساؤتھ مقدمہ بعنوان درخواست بنام ہر کہ و مہ بحوالہ سکنہ کراچی کو بذریعہ اشتہار ہذا مطلع کیا جاتا ہے کہ مورخہ 2026 کو صبح 8:30 بجے عدالت ہذا میں حاضر ہو کر جواب داخل کریں بصورت دیگر کارروائی یکطرفہ عمل میں لائی جائے گی۔ آج مورخہ 17 فروری 2026 کو میرے دستخط اور مہر عدالت سے جاری کیا گیا۔ [414,995,493,1096]
chamber-heading [584,662,662,674]
chamber-text: بروبرو عدالت سول جج و جوڈیشل مجسٹریٹ کراچی ساؤتھ مقدمہ بعنوان درخواست بنام ہر کہ و مہ بحوالہ سکنہ کراچی کو بذریعہ اشتہار ہذا مطلع کیا جاتا ہے کہ مورخہ 2026 کو صبح 8:30 بجے عدالت ہذا میں حاضر ہو کر جواب داخل کریں بصورت دیگر کارروائی یکطرفہ عمل میں لائی جائے گی۔ آج مورخہ 17 فروری 2026 کو میرے دستخط اور مہر عدالت سے جاری کیا گیا۔ [499,1634,578,1735]
notice-divider [251,1219,326,1220]
notice-divider [3,1162,80,1163]
court-notice-text: بروبرو عدالت سول جج و جوڈیشل مجسٹریٹ کراچی ساؤتھ مقدمہ بعنوان درخواست بنام ہر کہ و مہ بحوالہ سکنہ کراچی کو بذریعہ اشتہار ہذا مطلع کیا جاتا ہے کہ مورخہ 2026 کو صبح 8:30 بجے عدالت ہذا میں حاضر ہو کر جواب داخل کریں بصورت دیگر کارروائی یکطرفہ عمل میں لائی جائے گی۔ آج مورخہ 17 فروری 2026 کو میرے دستخط اور مہر عدالت سے جاری کیا گیا۔ [3,1052,80,1153]
chamber-text: بروبرو عدالت سول جج و جوڈیشل مجسٹریٹ کراچی ساؤتھ مقدمہ بعنوان درخواست بنام ہر کہ و مہ بحوالہ سکنہ کراچی کو بذریعہ اشتہار ہذا مطلع کیا جاتا ہے کہ مورخہ 2026 کو صبح 8:30 بجے عدالت ہذا میں حاضر ہو کر جواب داخل کریں بصورت دیگر کارروائی یکطرفہ عمل میں لائی جائے گی۔ آج مورخہ 17 فروری 2026 کو میرے دستخط اور مہر عدالت سے جاری کیا گیا۔ [414,559,493,659]
chamber-number: چیمبر 9 [546,343,577,354]
notice-divider [87,938,163,939]
court-notice-text: بروبرو عدالت سول جج و جوڈیشل مجسٹریٹ کراچی ساؤتھ مقدمہ بعنوان درخواست بنام ہر کہ و مہ بحوالہ سکنہ کراچی کو بذریعہ اشتہار ہذا مطلع کیا جاتا ہے کہ مورخہ 2026 کو صبح 8:30 بجے عدالت ہذا میں حاضر ہو کر جواب داخل کریں بصورت دیگر کارروائی یکطرفہ عمل میں لائی جائے گی۔ آج مورخہ 17 فروری 2026 کو میرے دستخط اور مہر عدالت سے جاری کیا گیا۔ [3,940,80,1041]
chamber-text: بروبرو عدالت سول جج و جوڈیشل مجسٹریٹ کراچی ساؤتھ مقدمہ بعنوان درخواست بنام ہر کہ و مہ بحوالہ سکنہ کراچی کو بذریعہ اشتہار ہذا مطلع کیا جاتا ہے کہ مورخہ 2026 کو صبح 8:30 بجے عدالت ہذا میں حاضر ہو کر جواب داخل کریں بصورت دیگر کارروائی یکطرفہ عمل میں لائی جائے گی۔ آج مورخہ 17 فروری 2026 کو میرے دستخط اور مہر عدالت سے جاری کیا گیا۔ [499,1416,578,1516]
ad-phone: 021-35655270,71,72 [287,62,371,73]
notice-divider [87,1274,163,1275]
chamber-text: بروبرو عدالت سول جج و جوڈیشل مجسٹریٹ کراچی ساؤتھ مقدمہ بعنوان درخواست بنام ہر کہ و مہ بحوالہ سکنہ کراچی کو بذریعہ اشتہار ہذا مطلع کیا جاتا ہے کہ مورخہ 2026 کو صبح 8:30 بجے عدالت ہذا میں حاضر ہو کر جواب داخل کریں بصورت دیگر کارروائی یکطرفہ عمل میں لائی جائے گی۔ آج مورخہ 17 فروری 2026 کو میرے دستخط اور مہر عدالت سے جاری کیا گیا۔ [414,1735,493,1836]
notice-divider [87,378,163,379]
court-notice-text: بروبرو عدالت سول جج و جوڈیشل مجسٹریٹ کراچی ساؤتھ مقدمہ بعنوان درخواست بنام ہر کہ و مہ بحوالہ سکنہ کراچی کو بذریعہ اشتہار ہذا مطلع کیا جاتا ہے کہ مورخہ 2026 کو صبح 8:30 بجے عدالت ہذا میں حاضر ہو کر جواب داخل کریں بصورت دیگر کارروائی یکطرفہ عمل میں لائی جائے گی۔ آج مورخہ 17 فروری 2026 کو میرے دستخط اور مہر عدالت سے جاری کیا گیا۔ [170,882,245,991]
notice-divider [251,546,326,547]
chamber-text: بروبرو عدالت سول جج و جوڈیشل مجسٹریٹ کراچی ساؤتھ مقدمہ بعنوان درخواست بنام ہر کہ و مہ بحوالہ سکنہ کراچی کو بذریعہ اشتہار ہذا مطلع کیا جاتا ہے کہ مورخہ 2026 کو صبح 8:30 بجے عدالت ہذا میں حاضر ہو کر جواب داخل کریں بصورت دیگر کارروائی یکطرفہ عمل میں لائی جائے گی۔ آج مورخہ 17 فروری 2026 کو میرے دستخط اور مہر عدالت سے جاری کیا گیا۔ [499,676,578,777]
court-notice-label: کورٹ نوٹس [193,26,240,36]
notice-divider [251,322,326,323]
chamber-heading [584,23,662,35]
chamber-number: چیمبر 3 [630,663,662,674]
chamber-text: بروبرو عدالت سول جج و جوڈیشل مجسٹریٹ کراچی ساؤتھ مقدمہ بعنوان درخواست بنام ہر کہ و مہ بحوالہ سکنہ کراچی کو بذریعہ اشتہار ہذا مطلع کیا جاتا ہے کہ مورخہ 2026 کو صبح 8:30 بجے عدالت ہذا میں حاضر ہو کر جواب داخل کریں بصورت دیگر کارروائی یکطرفہ عمل میں لائی جائے گی۔ آج مورخہ 17 فروری 2026 کو میرے دستخط اور مہر عدالت سے جاری کیا گیا۔ [499,2475,578,2576]
court-notice-text: بروبرو عدالت سول جج و جوڈیشل مجسٹریٹ کراچی ساؤتھ مقدمہ بعنوان درخواست بنام ہر کہ و مہ بحوالہ سکنہ کراچی کو بذریعہ اشتہار ہذا مطلع کیا جاتا ہے کہ مورخہ 2026 کو صبح 8:30 بجے عدالت ہذا میں حاضر ہو کر جواب داخل کریں بصورت دیگر کارروائی یکطرفہ عمل میں لائی جائے گی۔ آج مورخہ 17 فروری 2026 کو میرے دستخط اور مہر عدالت سے جاری کیا گیا۔ [332,1297,407,1406]
notice-divider [3,938,80,939]
chamber-text: بروبرو عدالت سول جج و جوڈیشل مجسٹریٹ کراچی ساؤتھ مقدمہ بعنوان درخواست بنام ہر کہ و مہ بحوالہ سکنہ کراچی کو بذریعہ اشتہار ہذا مطلع کیا جاتا ہے کہ مورخہ 2026 کو صبح 8:30 بجے عدالت ہذا میں حاضر ہو کر جواب داخل کریں بصورت دیگر کارروائی یکطرفہ عمل میں لائی جائے گی۔ آج مورخہ 17 فروری 2026 کو میرے دستخط اور مہر عدالت سے جاری کیا گیا۔ [584,995,662,1096]
court-notice-label: کورٹ نوٹس [355,82,402,91]
agency-code: Best-48 [332,927,352,934]
notice-divider [3,378,80,379]
chamber-number: چیمبر 5 [630,1302,662,1313]
court-notice-text: بروبرو عدالت سول جج و جوڈیشل مجسٹریٹ کراچی ساؤتھ مقدمہ بعنوان درخواست بنام ہر کہ و مہ بحوالہ سکنہ کراچی کو بذریعہ اشتہار ہذا مطلع کیا جاتا ہے کہ مورخہ 2026 کو صبح 8:30 بجے عدالت ہذا میں حاضر ہو کر جواب داخل کریں بصورت دیگر کارروائی یکطرفہ عمل میں لائی جائے گی۔ آج مورخہ 17 فروری 2026 کو میرے دستخط اور مہر عدالت سے جاری کیا گیا۔ [87,44,163,145]
chamber-heading [499,342,578,355]
agency-code: Crown-20 [170,1112,195,1119]
notice-divider [170,1240,245,1241]
chamber-name: کورنگی [512,26,534,33]
notice-divider [87,826,163,827]
page-number: 5 [637,3,648,14]
chamber-number: چیمبر 4 [630,982,662,993]
chamber-heading [584,1620,662,1633]
court-notice-text: بروبرو عدالت سول جج و جوڈیشل مجسٹریٹ کراچی ساؤتھ مقدمہ بعنوان درخواست بنام ہر کہ و مہ بحوالہ سکنہ کراچی کو بذریعہ اشتہار ہذا مطلع کیا جاتا ہے کہ مورخہ 2026 کو صبح 8:30 بجے عدالت ہذا میں حاضر ہو کر جواب داخل کریں بصورت دیگر کارروائی یکطرفہ عمل میں لائی جائے گی۔ آج مورخہ 17 فروری 2026 کو میرے دستخط اور مہر عدالت سے جاری کیا گیا۔ [87,716,163,817]
chamber-name: اسٹیل ٹاؤن [591,1942,624,1949]
chamber-text: بروبرو عدالت سول جج و جوڈیشل مجسٹریٹ کراچی ساؤتھ مقدمہ بعنوان درخواست بنام ہر کہ و مہ بحوالہ سکنہ کراچی کو بذریعہ اشتہار ہذا مطلع کیا جاتا ہے کہ مورخہ 2026 کو صبح 8:30 بجے عدالت ہذا میں حاضر ہو کر جواب داخل کریں بصورت دیگر کارروائی یکطرفہ عمل میں لائی جائے گی۔ آج مورخہ 17 فروری 2026 کو میرے دستخط اور مہر عدالت سے جاری کیا گیا۔ [499,777,578,877]
court-notice-text: بروبرو عدالت سول جج و جوڈیشل مجسٹریٹ کراچی ساؤتھ مقدمہ بعنوان درخواست بنام ہر کہ و مہ بحوالہ سکنہ کراچی کو بذریعہ اشتہار ہذا مطلع کیا جاتا ہے کہ مورخہ 2026 کو صبح 8:30 بجے عدالت ہذا میں حاضر ہو کر جواب داخل کریں بصورت دیگر کارروائی یکطرفہ عمل میں لائی جائے گی۔ آج مورخہ 17 فروری 2026 کو میرے دستخط اور مہر عدالت سے جاری کیا گیا۔ [332,339,407,448]
chamber-text: بروبرو عدالت سول جج و جوڈیشل مجسٹریٹ کراچی ساؤتھ مقدمہ بعنوان درخواست بنام ہر کہ و مہ بحوالہ سکنہ کراچی کو بذریعہ اشتہار ہذا مطلع کیا جاتا ہے کہ مورخہ 2026 کو صبح 8:30 بجے عدالت ہذا میں حاضر ہو کر جواب داخل کریں بصورت دیگر کارروائی یکطرفہ عمل میں لائی جائے گی۔ آج مورخہ 17 فروری 2026 کو میرے دستخط اور مہر عدالت سے جاری کیا گیا۔ [584,1634,662,1735]
chamber-text: بروبرو عدالت سول جج و جوڈیشل مجسٹریٹ کراچی ساؤتھ مقدمہ بعنوان درخواست بنام ہر کہ و مہ بحوالہ سکنہ کراچی کو بذریعہ اشتہار ہذا مطلع کیا جاتا ہے کہ مورخہ 2026 کو صبح 8:30 بجے عدالت ہذا میں حاضر ہو کر جواب داخل کریں بصورت دیگر کارروائی یکطرفہ عمل میں لائی جائے گی۔ آج مورخہ 17 فروری 2026 کو میرے دستخط اور مہر عدالت سے جاری کیا گیا۔ [499,2273,578,2374]
gavel-icon [94,27,106,35]
agency-code: Crown-43 [3,930,28,937]
chamber-name: گلشن اقبال [427,1619,445,1633]
agency-code: Crown-31 [87,930,112,937]
chamber-text: بروبرو عدالت سول جج و جوڈیشل مجسٹریٹ کراچی ساؤتھ مقدمہ بعنوان درخواست بنام ہر کہ و مہ بحوالہ سکنہ کراچی کو بذریعہ اشتہار ہذا مطلع کیا جاتا ہے کہ مورخہ 2026 کو صبح 8:30 بجے عدالت ہذا میں حاضر ہو کر جواب داخل کریں بصورت دیگر کارروائی یکطرفہ عمل میں لائی جائے گی۔ آج مورخہ 17 فروری 2026 کو میرے دستخط اور مہر عدالت سے جاری کیا گیا۔ [499,995,578,1096]
chamber-text: بروبرو عدالت سول جج و جوڈیشل مجسٹریٹ کراچی ساؤتھ مقدمہ بعنوان درخواست بنام ہر کہ و مہ بحوالہ سکنہ کراچی کو بذریعہ اشتہار ہذا مطلع کیا جاتا ہے کہ مورخہ 2026 کو صبح 8:30 بجے عدالت ہذا میں حاضر ہو کر جواب داخل کریں بصورت دیگر کارروائی یکطرفہ عمل میں لائی جائے گی۔ آج مورخہ 17 فروری 2026 کو میرے دستخط اور مہر عدالت سے جاری کیا گیا۔ [499,1516,578,1618]
notice-divider [3,1267,80,1268]
court-notice-label: کورٹ نوٹس [28,26,73,36]
notice-divider [3,602,80,603]
agency-code: Crown-33 [87,1154,112,1161]
agency-code: Best-42 [332,209,352,216]
notice-divider [251,658,326,659]
court-notice-text: بروبرو عدالت سول جج و جوڈیشل مجسٹریٹ کراچی ساؤتھ مقدمہ بعنوان درخواست بنام ہر کہ و مہ بحوالہ سکنہ کراچی کو بذریعہ اشتہار ہذا مطلع کیا جاتا ہے کہ مورخہ 2026 کو صبح 8:30 بجے عدالت ہذا میں حاضر ہو کر جواب داخل کریں بصورت دیگر کارروائی یکطرفہ عمل میں لائی جائے گی۔ آج مورخہ 17 فروری 2026 کو میرے دستخط اور مہر عدالت سے جاری کیا گیا۔ [332,219,407,328]
agency-code: Crown-38 [3,369,28,376]
chamber-name: بن قاسم [508,2261,534,2269]
chamber-text: بروبرو عدالت سول جج و جوڈیشل مجسٹریٹ کراچی ساؤتھ مقدمہ بعنوان درخواست بنام ہر کہ و مہ بحوالہ سکنہ کراچی کو بذریعہ اشتہار ہذا مطلع کیا جاتا ہے کہ مورخہ 2026 کو صبح 8:30 بجے عدالت ہذا میں حاضر ہو کر جواب داخل کریں بصورت دیگر کارروائی یکطرفہ عمل میں لائی جائے گی۔ آج مورخہ 17 فروری 2026 کو میرے دستخط اور مہر عدالت سے جاری کیا گیا۔ [584,2055,662,2155]
court-notice-text: بروبرو عدالت سول جج و جوڈیشل مجسٹریٹ کراچی ساؤتھ مقدمہ بعنوان درخواست بنام ہر کہ و مہ بحوالہ سکنہ کراچی کو بذریعہ اشتہار ہذا مطلع کیا جاتا ہے کہ مورخہ 2026 کو صبح 8:30 بجے عدالت ہذا میں حاضر ہو کر جواب داخل کریں بصورت دیگر کارروائی یکطرفہ عمل میں لائی جائے گی۔ آج مورخہ 17 فروری 2026 کو میرے دستخط اور مہر عدالت سے جاری کیا گیا۔ [87,268,163,369]
court-notice-text: بروبرو عدالت سول جج و جوڈیشل مجسٹریٹ کراچی ساؤتھ مقدمہ بعنوان درخواست بنام ہر کہ و مہ بحوالہ سکنہ کراچی کو بذریعہ اشتہار ہذا مطلع کیا جاتا ہے کہ مورخہ 2026 کو صبح 8:30 بجے عدالت ہذا میں حاضر ہو کر جواب داخل کریں بصورت دیگر کارروائی یکطرفہ عمل میں لائی جائے گی۔ آج مورخہ 17 فروری 2026 کو میرے دستخط اور مہر عدالت سے جاری کیا گیا۔ [251,100,326,208]
chamber-heading [414,1301,493,1313]
court-notice-text: بروبرو عدالت سول جج و جوڈیشل مجسٹریٹ کراچی ساؤتھ مقدمہ بعنوان درخواست بنام ہر کہ و مہ بحوالہ سکنہ کراچی کو بذریعہ اشتہار ہذا مطلع کیا جاتا ہے کہ مورخہ 2026 کو صبح 8:30 بجے عدالت ہذا میں حاضر ہو کر جواب داخل کریں بصورت دیگر کارروائی یکطرفہ عمل میں لائی جائے گی۔ آج مورخہ 17 فروری 2026 کو میرے دستخط اور مہر عدالت سے جاری کیا گیا۔ [332,699,407,807]
agency-code: Crown-18 [170,872,195,879]
chamber-text: بروبرو عدالت سول جج و جوڈیشل مجسٹریٹ کراچی ساؤتھ مقدمہ بعنوان درخواست بنام ہر کہ و مہ بحوالہ سکنہ کراچی کو بذریعہ اشتہار ہذا مطلع کیا جاتا ہے کہ مورخہ 2026 کو صبح 8:30 بجے عدالت ہذا میں حاضر ہو کر جواب داخل کریں بصورت دیگر کارروائی یکطرفہ عمل میں لائی جائے گی۔ آج مورخہ 17 فروری 2026 کو میرے دستخط اور مہر عدالت سے جاری کیا گیا۔ [499,559,578,659]
chamber-text: بروبرو عدالت سول جج و جوڈیشل مجسٹریٹ کراچی ساؤتھ مقدمہ بعنوان درخواست بنام ہر کہ و مہ بحوالہ سکنہ کراچی کو بذریعہ اشتہار ہذا مطلع کیا جاتا ہے کہ مورخہ 2026 کو صبح 8:30 بجے عدالت ہذا میں حاضر ہو کر جواب داخل کریں بصورت دیگر کارروائی یکطرفہ عمل میں لائی جائے گی۔ آج مورخہ 17 فروری 2026 کو میرے دستخط اور مہر عدالت سے جاری کیا گیا۔ [414,1416,493,1516]
agency-code: Crown-42 [3,818,28,825]
chamber-text: بروبرو عدالت سول جج و جوڈیشل مجسٹریٹ کراچی ساؤتھ مقدمہ بعنوان درخواست بنام ہر کہ و مہ بحوالہ سکنہ کراچی کو بذریعہ اشتہار ہذا مطلع کیا جاتا ہے کہ مورخہ 2026 کو صبح 8:30 بجے عدالت ہذا میں حاضر ہو کر جواب داخل کریں بصورت دیگر کارروائی یکطرفہ عمل میں لائی جائے گی۔ آج مورخہ 17 فروری 2026 کو میرے دستخط اور مہر عدالت سے جاری کیا گیا۔ [584,1416,662,1516]
agency-code: Crown-23 [170,1471,195,1478]
chamber-heading [499,1301,578,1313]
notice-divider [251,1331,326,1332]
chamber-heading [499,1620,578,1633]
court-notice-text: بروبرو عدالت سول جج و جوڈیشل مجسٹریٹ کراچی ساؤتھ مقدمہ بعنوان درخواست بنام ہر کہ و مہ بحوالہ سکنہ کراچی کو بذریعہ اشتہار ہذا مطلع کیا جاتا ہے کہ مورخہ 2026 کو صبح 8:30 بجے عدالت ہذا میں حاضر ہو کر جواب داخل کریں بصورت دیگر کارروائی یکطرفہ عمل میں لائی جائے گی۔ آج مورخہ 17 فروری 2026 کو میرے دستخط اور مہر عدالت سے جاری کیا گیا۔ [251,884,326,993]
chamber-text: بروبرو عدالت سول جج و جوڈیشل مجسٹریٹ کراچی ساؤتھ مقدمہ بعنوان درخواست بنام ہر کہ و مہ بحوالہ سکنہ کراچی کو بذریعہ اشتہار ہذا مطلع کیا جاتا ہے کہ مورخہ 2026 کو صبح 8:30 بجے عدالت ہذا میں حاضر ہو کر جواب داخل کریں بصورت دیگر کارروائی یکطرفہ عمل میں لائی جائے گی۔ آج مورخہ 17 فروری 2026 کو میرے دستخط اور مہر عدالت سے جاری کیا گیا۔ [584,777,662,877]
chamber-name: گلستان [596,26,619,33]
agency-code: Best-51 [332,1287,352,1294]
chamber-text: بروبرو عدالت سول جج و جوڈیشل مجسٹریٹ کراچی ساؤتھ مقدمہ بعنوان درخواست بنام ہر کہ و مہ بحوالہ سکنہ کراچی کو بذریعہ اشتہار ہذا مطلع کیا جاتا ہے کہ مورخہ 2026 کو صبح 8:30 بجے عدالت ہذا میں حاضر ہو کر جواب داخل کریں بصورت دیگر کارروائی یکطرفہ عمل میں لائی جائے گی۔ آج مورخہ 17 فروری 2026 کو میرے دستخط اور مہر عدالت سے جاری کیا گیا۔ [414,1634,493,1735]
chamber-name: گڈاپ [428,344,443,352]
court-notice-text: بروبرو عدالت سول جج و جوڈیشل مجسٹریٹ کراچی ساؤتھ مقدمہ بعنوان درخواست بنام ہر کہ و مہ بحوالہ سکنہ کراچی کو بذریعہ اشتہار ہذا مطلع کیا جاتا ہے کہ مورخہ 2026 کو صبح 8:30 بجے عدالت ہذا میں حاضر ہو کر جواب داخل کریں بصورت دیگر کارروائی یکطرفہ عمل میں لائی جائے گی۔ آج مورخہ 17 فروری 2026 کو میرے دستخط اور مہر عدالت سے جاری کیا گیا۔ [3,604,80,705]
star-icon: ✱ [653,3,661,14]
court-notice-text: بروبرو عدالت سول جج و جوڈیشل مجسٹریٹ کراچی ساؤتھ مقدمہ بعنوان درخواست بنام ہر کہ و مہ بحوالہ سکنہ کراچی کو بذریعہ اشتہار ہذا مطلع کیا جاتا ہے کہ مورخہ 2026 کو صبح 8:30 بجے عدالت ہذا میں حاضر ہو کر جواب داخل کریں بصورت دیگر کارروائی یکطرفہ عمل میں لائی جائے گی۔ آج مورخہ 17 فروری 2026 کو میرے دستخط اور مہر عدالت سے جاری کیا گیا۔ [87,1052,163,1153]
